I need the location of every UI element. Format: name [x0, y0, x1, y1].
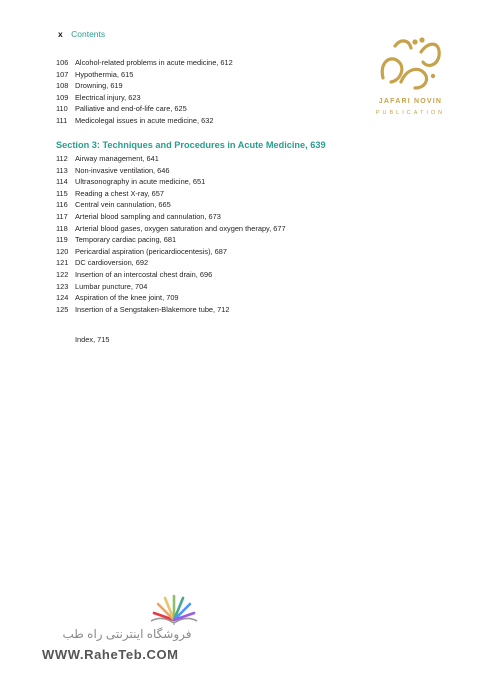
- chapter-title: Reading a chest X-ray, 657: [75, 188, 165, 198]
- chapter-number: 120: [56, 246, 69, 256]
- toc-entry: [56, 257, 286, 269]
- chapter-number: 108: [56, 81, 69, 91]
- chapter-title: DC cardioversion, 692: [75, 258, 149, 268]
- running-title: Contents: [71, 29, 106, 39]
- watermark-brand: JAFARI NOVIN: [378, 98, 443, 105]
- chapter-title: Arterial blood gases, oxygen saturation and oxygen therapy, 677: [75, 223, 286, 233]
- chapter-title: Arterial blood sampling and cannulation, 673: [75, 211, 221, 221]
- chapter-number: 110: [56, 104, 68, 114]
- section-heading: Section 3: Techniques and Procedures in Acute Medicine, 639: [56, 140, 326, 150]
- chapter-title: Airway management, 641: [75, 154, 159, 163]
- chapter-title: Insertion of a Sengstaken-Blakemore tube, 712: [75, 304, 230, 314]
- open-book-icon: [148, 593, 200, 627]
- toc-entry: [56, 199, 286, 211]
- chapter-title: Drowning, 619: [75, 81, 123, 91]
- watermark-subtitle: PUBLICATION: [375, 110, 446, 116]
- toc-entry: [56, 69, 233, 81]
- chapter-number: 111: [56, 115, 68, 125]
- contents-list-bottom: [56, 153, 286, 315]
- toc-entry: [56, 103, 233, 115]
- toc-entry: [56, 153, 286, 165]
- chapter-title: Electrical injury, 623: [75, 92, 141, 102]
- page-number: x: [58, 29, 63, 39]
- index-entry: Index, 715: [75, 335, 110, 344]
- toc-entry: [56, 188, 286, 200]
- jafari-novin-logo-icon: [375, 32, 447, 96]
- chapter-number: 107: [56, 69, 69, 79]
- toc-entry: [56, 176, 286, 188]
- chapter-title: Non-invasive ventilation, 646: [75, 165, 170, 175]
- chapter-title: Lumbar puncture, 704: [75, 281, 148, 291]
- chapter-title: Alcohol-related problems in acute medicine, 612: [75, 58, 233, 67]
- chapter-number: 119: [56, 235, 68, 245]
- chapter-title: Ultrasonography in acute medicine, 651: [75, 177, 206, 187]
- running-header: [58, 29, 105, 39]
- chapter-number: 113: [56, 165, 68, 175]
- toc-entry: [56, 269, 286, 281]
- chapter-title: Palliative and end-of-life care, 625: [75, 104, 187, 114]
- store-url: WWW.RaheTeb.COM: [42, 647, 179, 662]
- chapter-title: Central vein cannulation, 665: [75, 200, 171, 210]
- toc-entry: [56, 92, 233, 104]
- chapter-number: 112: [56, 154, 68, 163]
- chapter-number: 117: [56, 211, 68, 221]
- chapter-title: Hypothermia, 615: [75, 69, 134, 79]
- chapter-title: Medicolegal issues in acute medicine, 632: [75, 115, 214, 125]
- toc-entry: [56, 80, 233, 92]
- toc-entry: [56, 57, 233, 69]
- toc-entry: [56, 234, 286, 246]
- chapter-title: Pericardial aspiration (pericardiocentesis), 687: [75, 246, 227, 256]
- toc-entry: [56, 115, 233, 127]
- contents-list-top: [56, 57, 233, 127]
- toc-entry: [56, 223, 286, 235]
- toc-entry: [56, 211, 286, 223]
- publisher-watermark: [353, 32, 468, 122]
- chapter-number: 114: [56, 177, 68, 187]
- chapter-title: Aspiration of the knee joint, 709: [75, 293, 179, 303]
- chapter-number: 124: [56, 293, 69, 303]
- chapter-number: 125: [56, 304, 69, 314]
- chapter-number: 123: [56, 281, 69, 291]
- chapter-number: 121: [56, 258, 69, 268]
- chapter-number: 116: [56, 200, 68, 210]
- chapter-number: 118: [56, 223, 68, 233]
- chapter-title: Insertion of an intercostal chest drain, 696: [75, 269, 213, 279]
- chapter-number: 122: [56, 269, 69, 279]
- chapter-number: 109: [56, 92, 69, 102]
- toc-entry: [56, 246, 286, 258]
- chapter-number: 106: [56, 58, 69, 67]
- toc-entry: [56, 165, 286, 177]
- chapter-number: 115: [56, 188, 68, 198]
- store-name: فروشگاه اینترنتی راه طب: [62, 627, 192, 641]
- toc-entry: [56, 281, 286, 293]
- toc-entry: [56, 292, 286, 304]
- toc-entry: [56, 304, 286, 316]
- chapter-title: Temporary cardiac pacing, 681: [75, 235, 177, 245]
